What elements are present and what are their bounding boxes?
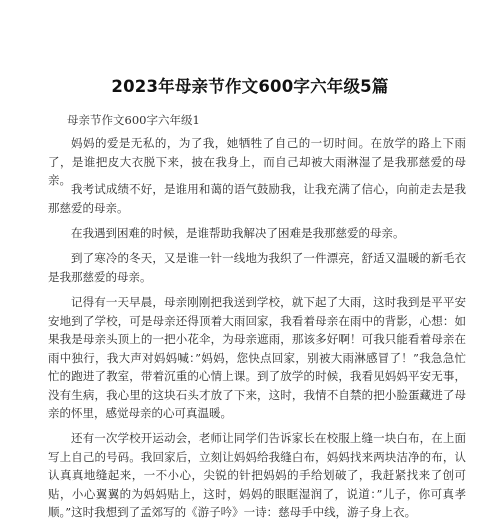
- paragraph: 我考试成绩不好，是谁用和蔼的语气鼓励我，让我充满了信心，向前走去是我那慈爱的母亲。: [48, 182, 466, 215]
- paragraph: 到了寒冷的冬天，又是谁一针一线地为我织了一件漂亮，舒适又温暖的新毛衣是我那慈爱的母亲。: [48, 251, 466, 284]
- paragraph: 妈妈的爱是无私的，为了我，她牺牲了自己的一切时间。在放学的路上下雨了，是谁把皮大衣脱下来，披在我身上，而自己却被大雨淋湿了是我那慈爱的母亲。: [48, 136, 466, 187]
- document-title: 2023年母亲节作文600字六年级5篇: [111, 77, 389, 96]
- paragraph: 在我遇到困难的时候，是谁帮助我解决了困难是我那慈爱的母亲。: [71, 226, 405, 240]
- paragraph: 还有一次学校开运动会，老师让同学们告诉家长在校服上缝一块白布，在上面写上自己的号码。我回家后，立刻让妈妈给我缝白布，妈妈找来两块洁净的布，认认真真地缝起来，一不小心，尖锐的针把妈妈的手给划破了，我赶紧找来了创可贴，小心翼翼的为妈妈贴上，这时，妈妈的眼眶湿润了，说道：”儿子，你可真孝顺。”这时我想到了孟郊写的《游子吟》一诗：慈母手中线，游子身上衣。: [48, 431, 466, 519]
- paragraph: 记得有一天早晨，母亲刚刚把我送到学校，就下起了大雨，这时我到是平平安安地到了学校，可是母亲还得顶着大雨回家，我看着母亲在雨中的背影，心想：如果我是母亲头顶上的一把小花伞，为母亲遮雨，那该多好啊！可我只能看着母亲在雨中独行，我大声对妈妈喊：”妈妈，您快点回家，别被大雨淋感冒了！”我急急忙忙的跑进了教室，带着沉重的心情上课。到了放学的时候，我看见妈妈平安无事，没有生病，我心里的这块石头才放了下来，这时，我情不自禁的把小脸蛋藏进了母亲的怀里，感觉母亲的心可真温暖。: [48, 295, 466, 420]
- section-heading: 母亲节作文600字六年级1: [67, 113, 200, 127]
